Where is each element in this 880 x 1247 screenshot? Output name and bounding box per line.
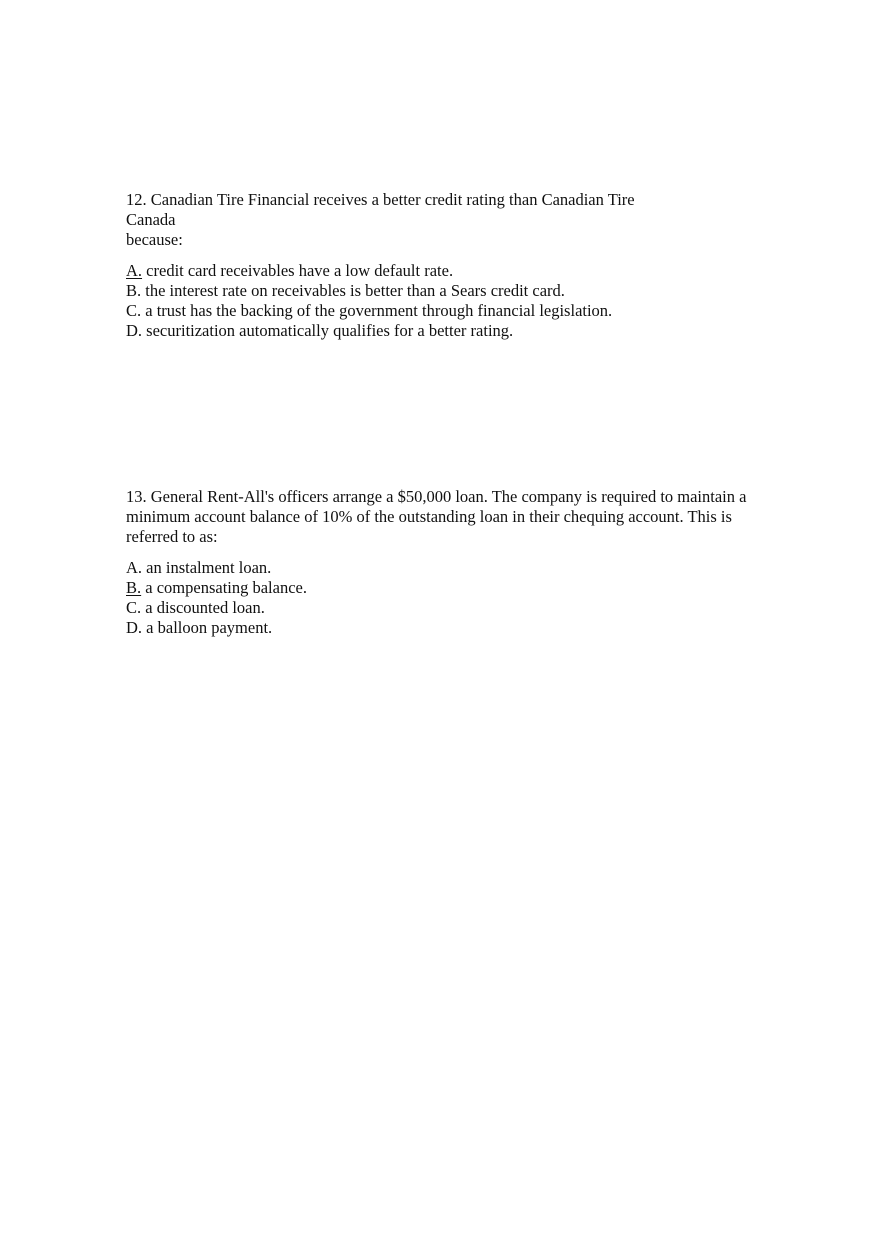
option-letter: B. [126, 578, 142, 597]
question-stem [126, 190, 671, 250]
option-text: a trust has the backing of the government through financial legislation. [145, 301, 613, 320]
option-text: securitization automatically qualifies for a better rating. [146, 321, 514, 340]
answer-options [126, 558, 786, 638]
answer-options [126, 261, 671, 341]
option-letter: A. [126, 261, 143, 280]
question-number: 13. [126, 487, 147, 506]
answer-option-c [126, 598, 786, 618]
question-text: General Rent-All's officers arrange a $50,000 loan. The company is required to maintain a minimum account balance of 10% of the outstanding loan in their chequing account. This is referred to as: [126, 487, 747, 546]
option-text: a compensating balance. [145, 578, 307, 597]
question-stem [126, 487, 786, 547]
answer-option-c [126, 301, 671, 321]
answer-option-d [126, 618, 786, 638]
answer-option-b [126, 578, 786, 598]
option-text: a discounted loan. [145, 598, 265, 617]
option-text: credit card receivables have a low default rate. [146, 261, 454, 280]
option-letter: B. [126, 281, 142, 300]
option-text: an instalment loan. [146, 558, 272, 577]
option-text: a balloon payment. [146, 618, 273, 637]
answer-option-a [126, 558, 786, 578]
option-letter: C. [126, 301, 142, 320]
option-letter: D. [126, 618, 143, 637]
answer-option-d [126, 321, 671, 341]
question-12 [126, 190, 671, 341]
option-letter: A. [126, 558, 143, 577]
option-text: the interest rate on receivables is better than a Sears credit card. [145, 281, 565, 300]
option-letter: C. [126, 598, 142, 617]
question-text: Canadian Tire Financial receives a better credit rating than Canadian Tire Canada because: [126, 190, 635, 249]
question-number: 12. [126, 190, 147, 209]
answer-option-a [126, 261, 671, 281]
question-13 [126, 487, 786, 638]
answer-option-b [126, 281, 671, 301]
option-letter: D. [126, 321, 143, 340]
